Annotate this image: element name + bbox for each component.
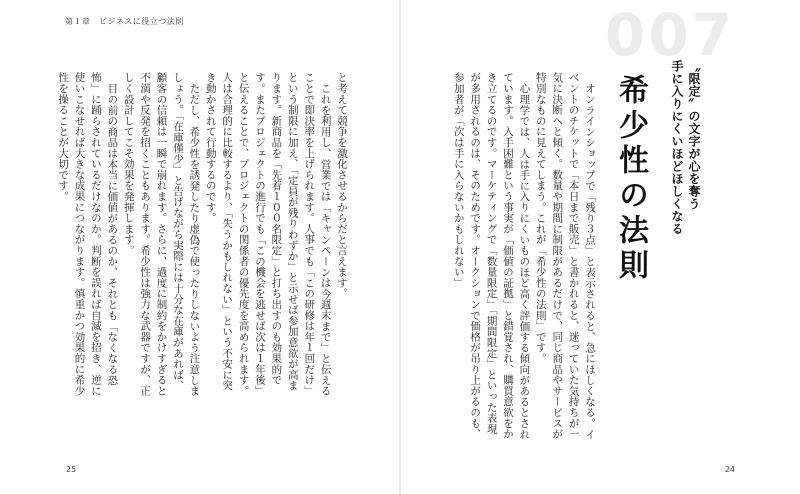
right-body-text bbox=[430, 72, 598, 442]
page-number-right: 24 bbox=[724, 465, 735, 474]
section-subtitle bbox=[668, 60, 702, 235]
subtitle-line-2: 手に入りにくいほどほしくなる bbox=[670, 60, 684, 235]
paragraph: ただし、希少性を誘発したり虚偽で使ったりしないよう注意しましょう。「在庫僅少」と告げながら実際には十分な在庫があれば、顧客の信頼は一瞬で崩れます。さらに、過度に制約をかけすぎると不満や反発を招くこともあります。希少性は強力な武器ですが、正しく設計してこそ効果を発揮します。 bbox=[122, 72, 201, 396]
paragraph: 心理学では、人は手に入りにくいものほど高く評価する傾向があるとされています。入手困難という事実が「価値の証拠」と錯覚され、購買意欲をかき立てるのです。マーケティングで「数量限定」「期間限定」といった表現が多用されるのは、そのためです。オークションで価格が吊り上がるのも、参加者が「次は手に入らないかもしれない」 bbox=[452, 72, 531, 440]
paragraph: と考えて競争を激化させるからだと言えます。 bbox=[336, 72, 348, 299]
subtitle-line-1: 〝限定〟の文字が心を奪う bbox=[687, 60, 701, 210]
page-number-left: 25 bbox=[66, 465, 77, 474]
chapter-number: 007 bbox=[605, 1, 736, 69]
paragraph: これを利用し、営業では「キャンペーンは今週末まで」と伝えることで即決率を上げられます。人事でも「この研修は年１回だけ」という制限に加え、「定員が残りわずか」と示せば参加意欲が高まります。新商品を「先着１００名限定」と打ち出すのも効果的です。またプロジェクトの進行でも「この機会を逃せば次は１年後」と伝えることで、プロジェクトの関係者の優先度を高められます。人は合理的に比較するより、「失うかもしれない」という不安に突き動かされて行動するのです。 bbox=[204, 72, 332, 396]
paragraph: 目の前の商品は本当に価値があるのか、それとも「なくなる恐怖」に踊らされているだけなのか。判断を誤れば自滅を招き、逆に使いこなせれば大きな成果につながります。慎重かつ効果的に希少性を操ることが大切です。 bbox=[57, 72, 119, 396]
running-head: 第１章 ビジネスに役立つ法則 bbox=[65, 17, 184, 26]
section-title: 希少性の法則 bbox=[613, 74, 648, 284]
paragraph: オンラインショップで「残り３点」と表示されると、急にほしくなる。イベントのチケットで「本日まで販売」と書かれると、迷っていた気持ちが一気に決断へと傾く。数量や期間に制限があるだけで、同じ商品やサービスが特別なものに見えてしまう。これが「希少性の法則」です。 bbox=[534, 72, 596, 440]
left-body-text bbox=[57, 72, 350, 400]
